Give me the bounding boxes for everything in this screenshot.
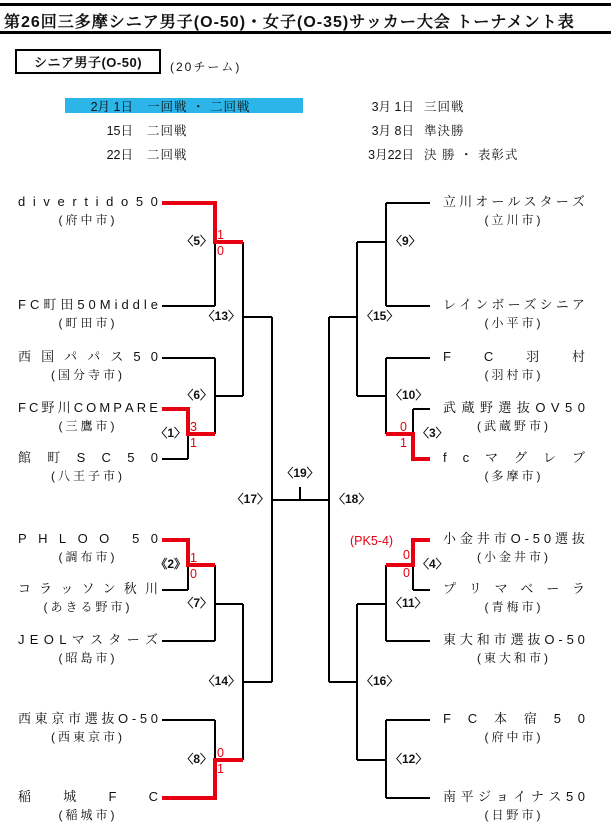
- team-fc-honshuku: [443, 711, 585, 745]
- team-higashiyamato-sen: [443, 632, 585, 666]
- team-city: (国分寺市): [51, 368, 125, 382]
- score-m3-top: 0: [400, 420, 407, 434]
- team-city: (府中市): [58, 213, 118, 227]
- match-label-4: 〈4〉: [417, 557, 448, 571]
- match-label-10: 〈10〉: [390, 388, 428, 402]
- team-name: 小 金 井 市 O - 5 0 選 抜: [443, 531, 585, 546]
- schedule-date: 3月 8日: [371, 123, 414, 138]
- team-city: (武蔵野市): [477, 419, 551, 433]
- team-name: 西 東 京 市 選 抜 O - 5 0: [18, 711, 158, 726]
- bracket-line-black: [162, 203, 430, 798]
- team-city: (昭島市): [58, 651, 118, 665]
- match-label-5: 〈5〉: [181, 234, 212, 248]
- score-m1-top: 3: [190, 420, 197, 434]
- team-divertido50: [18, 194, 158, 228]
- team-city: (羽村市): [484, 368, 544, 382]
- match-label-18: 〈18〉: [333, 492, 371, 506]
- pk-note: (PK5-4): [350, 534, 394, 548]
- team-koganei-o50: [443, 531, 585, 565]
- schedule-round: 三回戦: [424, 99, 465, 114]
- schedule-round: 二回戦: [147, 147, 188, 162]
- team-name: d i v e r t i d o 5 0: [18, 194, 158, 209]
- team-name: F C 町 田 5 0 M i d d l e: [18, 297, 158, 312]
- team-name: 立 川 オ ー ル ス タ ー ズ: [443, 194, 585, 209]
- score-m4-bottom: 0: [403, 566, 410, 580]
- team-name: f c マ グ レ ブ: [443, 450, 585, 465]
- team-rainbows-senior: [443, 297, 585, 331]
- team-name: 南 平 ジ ョ イ ナ ス 5 0: [443, 789, 585, 804]
- team-city: (三鷹市): [58, 419, 118, 433]
- team-fc-machida: [18, 297, 158, 331]
- schedule-date: 15日: [106, 123, 133, 138]
- team-fc-hamura: [443, 349, 585, 383]
- team-city: (多摩市): [484, 469, 544, 483]
- team-name: 武 蔵 野 選 抜 O V 5 0: [443, 400, 585, 415]
- team-corazon-akigawa: [18, 581, 158, 615]
- team-city: (青梅市): [484, 600, 544, 614]
- score-m5-top: 1: [217, 228, 224, 242]
- team-name: F C 本 宿 5 0: [443, 711, 585, 726]
- match-label-7: 〈7〉: [181, 596, 212, 610]
- match-label-17: 〈17〉: [231, 492, 269, 506]
- team-musashino-ov50: [443, 400, 585, 434]
- match-label-2: 《2》: [155, 557, 186, 571]
- team-city: (小平市): [484, 316, 544, 330]
- team-city: (稲城市): [58, 808, 118, 822]
- team-fc-maghreb: [443, 450, 585, 484]
- team-nishitokyo-sen: [18, 711, 158, 745]
- team-jeol-masters: [18, 632, 158, 666]
- team-fc-nogawa: [18, 400, 158, 434]
- team-name: 西 国 パ パ ス 5 0: [18, 349, 158, 364]
- team-city: (小金井市): [477, 550, 551, 564]
- team-name: 館 町 S C 5 0: [18, 450, 158, 465]
- match-label-15: 〈15〉: [361, 309, 399, 323]
- score-m3-bottom: 1: [400, 436, 407, 450]
- team-minamidaira-joinus: [443, 789, 585, 823]
- match-label-19: 〈19〉: [281, 466, 319, 480]
- schedule-round: 一回戦 ・ 二回戦: [147, 99, 251, 114]
- score-m2-top: 1: [190, 551, 197, 565]
- team-city: (日野市): [484, 808, 544, 822]
- schedule-date: 3月 1日: [371, 99, 414, 114]
- team-name: レ イ ン ボ ー ズ シ ニ ア: [443, 297, 585, 312]
- team-tachikawa-allstars: [443, 194, 585, 228]
- match-label-12: 〈12〉: [390, 752, 428, 766]
- score-m2-bottom: 0: [190, 567, 197, 581]
- score-m5-bottom: 0: [217, 244, 224, 258]
- team-saikoku-papas: [18, 349, 158, 383]
- team-name: 東 大 和 市 選 抜 O - 5 0: [443, 632, 585, 647]
- match-label-8: 〈8〉: [181, 752, 212, 766]
- team-name: F C 野 川 C O M P A R E: [18, 400, 158, 415]
- page-title: 第26回三多摩シニア男子(O-50)・女子(O-35)サッカー大会 トーナメント表: [4, 14, 575, 31]
- team-city: (東大和市): [477, 651, 551, 665]
- match-label-14: 〈14〉: [202, 674, 240, 688]
- match-label-16: 〈16〉: [361, 674, 399, 688]
- team-name: コ ラ ッ ソ ン 秋 川: [18, 581, 158, 596]
- team-city: (西東京市): [51, 730, 125, 744]
- match-label-6: 〈6〉: [181, 388, 212, 402]
- team-city: (あきる野市): [43, 600, 133, 614]
- match-label-9: 〈9〉: [390, 234, 421, 248]
- team-name: P H L O O 5 0: [18, 531, 158, 546]
- team-name: F C 羽 村: [443, 349, 585, 364]
- team-city: (府中市): [484, 730, 544, 744]
- team-primavera: [443, 581, 585, 615]
- team-name: プ リ マ ベ ー ラ: [443, 581, 585, 596]
- schedule-round: 決 勝 ・ 表彰式: [424, 147, 519, 162]
- match-label-13: 〈13〉: [202, 309, 240, 323]
- team-name: J E O L マ ス タ ー ズ: [18, 632, 158, 647]
- team-tatemachi-sc: [18, 450, 158, 484]
- team-phloo50: [18, 531, 158, 565]
- team-city: (立川市): [484, 213, 544, 227]
- match-label-1: 〈1〉: [155, 426, 186, 440]
- team-city: (八王子市): [51, 469, 125, 483]
- schedule-date: 22日: [106, 147, 133, 162]
- team-count: (20チーム): [170, 60, 242, 74]
- score-m8-top: 0: [217, 746, 224, 760]
- match-label-11: 〈11〉: [390, 596, 427, 610]
- team-inagi-fc: [18, 789, 158, 823]
- schedule-date: 3月22日: [368, 147, 414, 162]
- schedule-round: 二回戦: [147, 123, 188, 138]
- score-m4-top: 0: [403, 548, 410, 562]
- score-m8-bottom: 1: [217, 762, 224, 776]
- team-city: (調布市): [58, 550, 118, 564]
- category-label: シニア男子(O-50): [33, 55, 143, 70]
- schedule-round: 準決勝: [424, 123, 465, 138]
- team-name: 稲 城 F C: [18, 789, 158, 804]
- schedule-date: 2月 1日: [90, 99, 133, 114]
- match-label-3: 〈3〉: [417, 426, 448, 440]
- score-m1-bottom: 1: [190, 436, 197, 450]
- team-city: (町田市): [58, 316, 118, 330]
